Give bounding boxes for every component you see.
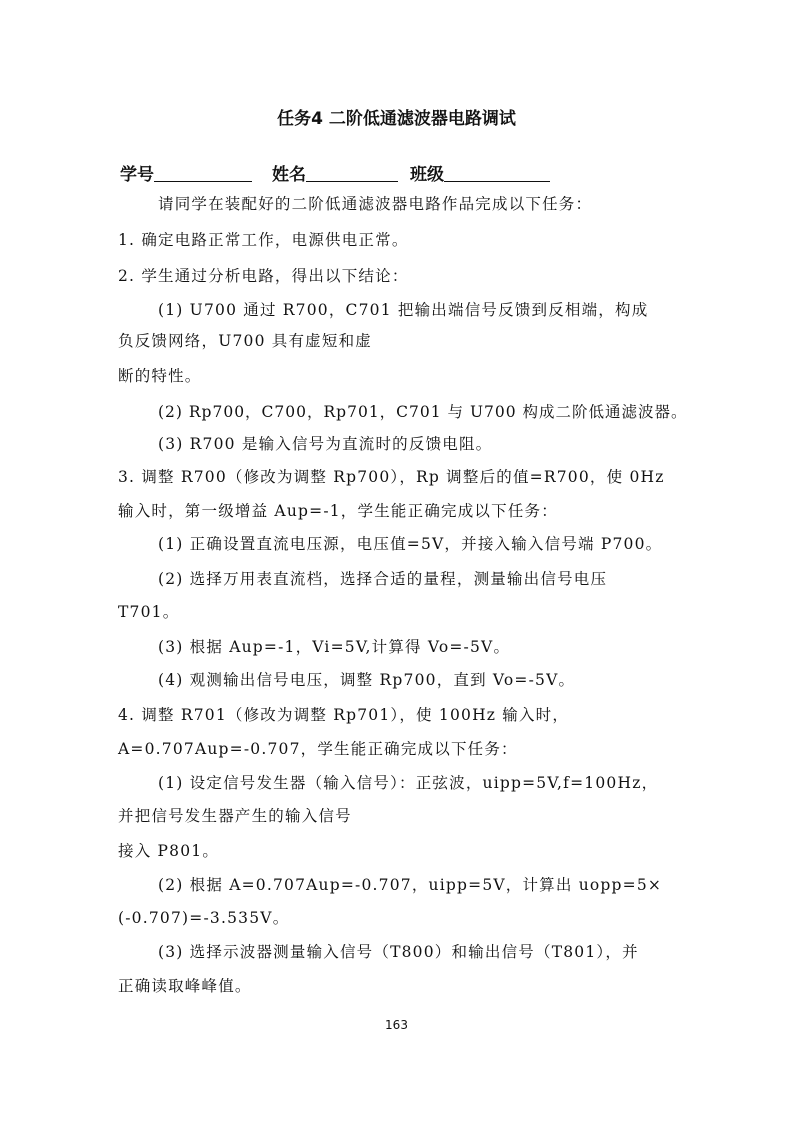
task-4-item-1: (1) 设定信号发生器（输入信号）：正弦波，uipp=5V,f=100Hz， [158,774,659,792]
task-2-item-1-cont: 负反馈网络，U700 具有虚短和虚 [118,332,372,350]
task-4-item-2: (2) 根据 A=0.707Aup=-0.707，uipp=5V，计算出 uopp=5× [158,876,663,894]
task-2-item-3: (3) R700 是输入信号为直流时的反馈电阻。 [158,435,493,453]
task-2-item-1-end: 断的特性。 [118,367,202,385]
task-2-item-2: (2) Rp700，C700，Rp701，C701 与 U700 构成二阶低通滤波器。 [158,403,688,421]
task-4-item-2-end: (-0.707)=-3.535V。 [118,909,290,927]
task-3-cont: 输入时，第一级增益 Aup=-1，学生能正确完成以下任务： [118,502,558,520]
class-label: 班级 [410,165,444,185]
task-3-item-4: (4) 观测输出信号电压，调整 Rp700，直到 Vo=-5V。 [158,671,576,689]
class-field[interactable] [444,163,550,182]
task-2: 2. 学生通过分析电路，得出以下结论： [118,267,409,285]
student-id-label: 学号 [120,165,154,185]
student-info-line [120,160,680,185]
task-4-item-3-end: 正确读取峰峰值。 [118,977,252,995]
task-1: 1. 确定电路正常工作，电源供电正常。 [118,231,409,249]
page-number: 163 [385,1018,408,1032]
task-3: 3. 调整 R700（修改为调整 Rp700），Rp 调整后的值=R700，使 0Hz [118,468,665,486]
task-3-item-2: (2) 选择万用表直流档，选择合适的量程，测量输出信号电压 [158,570,608,588]
name-field[interactable] [306,163,398,182]
task-3-item-3: (3) 根据 Aup=-1，Vi=5V,计算得 Vo=-5V。 [158,638,511,656]
page-title: 任务4 二阶低通滤波器电路调试 [277,109,516,129]
task-4-item-1-cont: 并把信号发生器产生的输入信号 [118,807,352,825]
name-label: 姓名 [272,165,306,185]
task-2-item-1: (1) U700 通过 R700，C701 把输出端信号反馈到反相端，构成 [158,301,649,319]
intro-text: 请同学在装配好的二阶低通滤波器电路作品完成以下任务： [158,195,593,213]
student-id-field[interactable] [154,163,252,182]
task-4-item-3: (3) 选择示波器测量输入信号（T800）和输出信号（T801），并 [158,943,639,961]
task-4-cont: A=0.707Aup=-0.707，学生能正确完成以下任务： [118,740,518,758]
task-4-item-1-end: 接入 P801。 [118,842,220,860]
task-3-item-2-end: T701。 [118,603,180,621]
task-3-item-1: (1) 正确设置直流电压源，电压值=5V，并接入输入信号端 P700。 [158,535,663,553]
task-4: 4. 调整 R701（修改为调整 Rp701），使 100Hz 输入时， [118,706,570,724]
